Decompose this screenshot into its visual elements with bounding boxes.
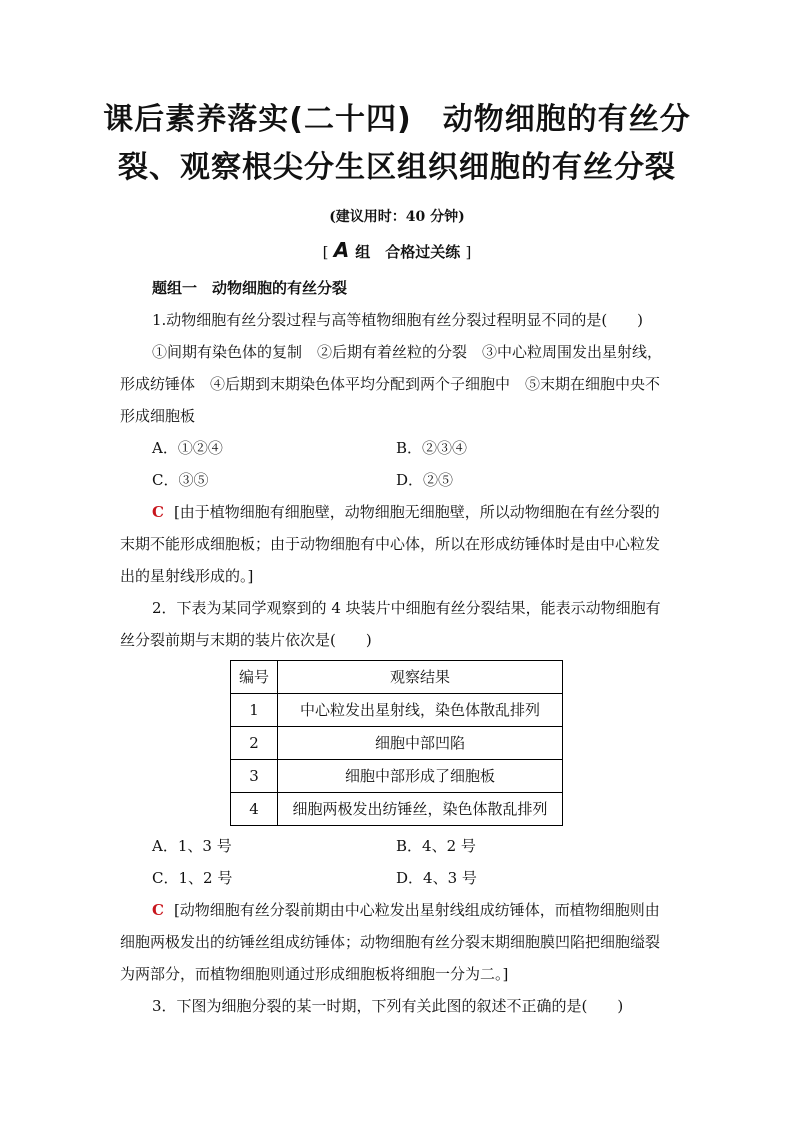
table-header-row bbox=[231, 661, 563, 694]
table-cell: 细胞中部形成了细胞板 bbox=[278, 760, 563, 793]
q2-option-d: D．4、3 号 bbox=[396, 869, 477, 887]
table-row bbox=[231, 694, 563, 727]
bracket-left: [ bbox=[322, 243, 329, 261]
table-cell: 细胞中部凹陷 bbox=[278, 727, 563, 760]
table-cell: 中心粒发出星射线，染色体散乱排列 bbox=[278, 694, 563, 727]
q1-answer: C bbox=[152, 503, 164, 521]
table-cell: 2 bbox=[231, 727, 278, 760]
q1-options-row2 bbox=[120, 464, 674, 496]
q1-items: ①间期有染色体的复制 ②后期有着丝粒的分裂 ③中心粒周围发出星射线，形成纺锤体 ④后期到末期染色体平均分配到两个子细胞中 ⑤末期在细胞中央不形成细胞板 bbox=[120, 343, 663, 425]
q1-options-row1 bbox=[120, 432, 674, 464]
q2-option-b: B．4、2 号 bbox=[396, 837, 476, 855]
q1-explanation bbox=[120, 496, 674, 592]
q1-explain-text: [由于植物细胞有细胞壁，动物细胞无细胞壁，所以动物细胞在有丝分裂的末期不能形成细胞板；由于动物细胞有中心体，所以在形成纺锤体时是由中心粒发出的星射线形成的。] bbox=[120, 503, 661, 585]
q1-option-b: B．②③④ bbox=[396, 439, 468, 457]
title-line-2: 裂、观察根尖分生区组织细胞的有丝分裂 bbox=[118, 150, 676, 185]
table-cell: 3 bbox=[231, 760, 278, 793]
group-header bbox=[0, 238, 794, 262]
group-letter: A bbox=[333, 238, 350, 262]
page-title bbox=[0, 0, 794, 192]
q2-option-a: A．1、3 号 bbox=[152, 837, 232, 855]
table-header: 编号 bbox=[231, 661, 278, 694]
q2-explanation bbox=[120, 894, 674, 990]
section-heading: 题组一 动物细胞的有丝分裂 bbox=[152, 279, 348, 297]
q2-stem: 2．下表为某同学观察到的 4 块装片中细胞有丝分裂结果，能表示动物细胞有丝分裂前期与末期的装片依次是( ) bbox=[120, 599, 661, 649]
q2-option-c: C．1、2 号 bbox=[152, 869, 233, 887]
content bbox=[120, 272, 674, 1022]
q2-options-row2 bbox=[120, 862, 674, 894]
q2-answer: C bbox=[152, 901, 164, 919]
q1-stem: 1.动物细胞有丝分裂过程与高等植物细胞有丝分裂过程明显不同的是( ) bbox=[152, 311, 644, 329]
q1-option-a: A．①②④ bbox=[152, 439, 223, 457]
table-row bbox=[231, 760, 563, 793]
q3-stem: 3．下图为细胞分裂的某一时期，下列有关此图的叙述不正确的是( ) bbox=[152, 997, 624, 1015]
title-line-1: 课后素养落实(二十四) 动物细胞的有丝分 bbox=[103, 102, 691, 137]
group-text: 组 合格过关练 bbox=[355, 243, 461, 261]
q1-option-d: D．②⑤ bbox=[396, 471, 454, 489]
q1-option-c: C．③⑤ bbox=[152, 471, 209, 489]
table-row bbox=[231, 793, 563, 826]
bracket-right: ] bbox=[465, 243, 472, 261]
q2-explain-text: [动物细胞有丝分裂前期由中心粒发出星射线组成纺锤体，而植物细胞则由细胞两极发出的纺锤丝组成纺锤体；动物细胞有丝分裂末期细胞膜凹陷把细胞缢裂为两部分，而植物细胞则通过形成细胞板将细胞一分为二。] bbox=[120, 901, 661, 983]
table-cell: 1 bbox=[231, 694, 278, 727]
table-header: 观察结果 bbox=[278, 661, 563, 694]
time-note: (建议用时：40 分钟) bbox=[329, 209, 465, 225]
observation-table bbox=[230, 660, 563, 826]
q2-options-row1 bbox=[120, 830, 674, 862]
table-cell: 4 bbox=[231, 793, 278, 826]
table-row bbox=[231, 727, 563, 760]
table-cell: 细胞两极发出纺锤丝，染色体散乱排列 bbox=[278, 793, 563, 826]
